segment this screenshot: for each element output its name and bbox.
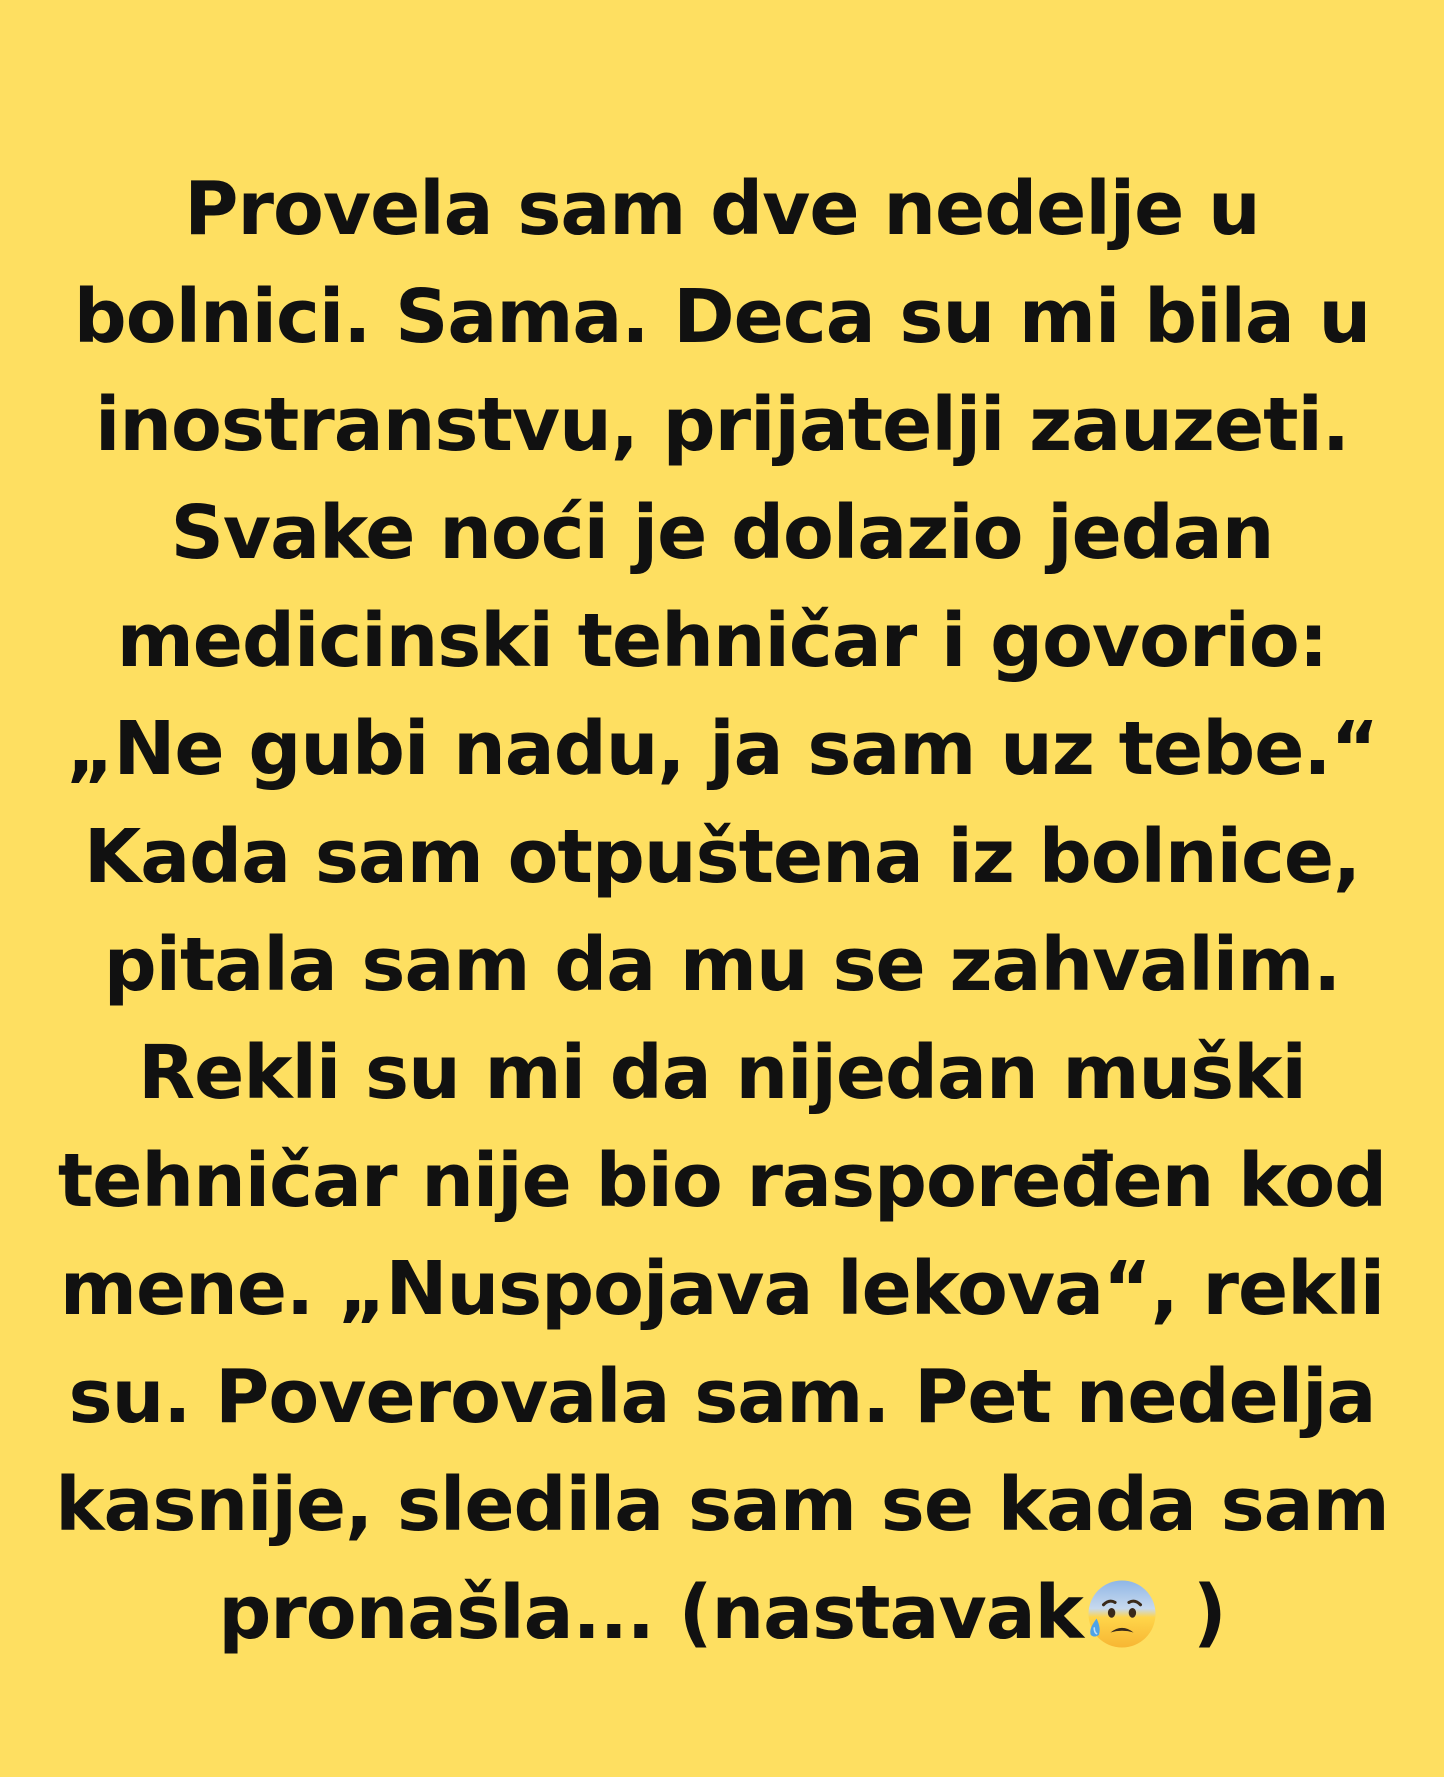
story-line: Rekli su mi da nijedan muški xyxy=(138,1030,1306,1116)
story-line: medicinski tehničar i govorio: xyxy=(116,598,1328,684)
story-line: kasnije, sledila sam se kada sam xyxy=(55,1462,1389,1548)
story-line: „Ne gubi nadu, ja sam uz tebe.“ xyxy=(65,706,1379,792)
story-line: Svake noći je dolazio jedan xyxy=(170,490,1274,576)
story-text xyxy=(0,155,1444,1667)
story-line: su. Poverovala sam. Pet nedelja xyxy=(68,1354,1376,1440)
story-line: tehničar nije bio raspoređen kod xyxy=(57,1138,1387,1224)
story-line: inostranstvu, prijatelji zauzeti. xyxy=(95,382,1349,468)
story-line: pitala sam da mu se zahvalim. xyxy=(103,922,1341,1008)
story-last-line xyxy=(0,1559,1444,1667)
story-line: bolnici. Sama. Deca su mi bila u xyxy=(73,274,1371,360)
anxious-face-with-sweat-icon xyxy=(1085,1577,1159,1651)
story-last-line-text: pronašla... (nastavak xyxy=(218,1570,1083,1656)
story-line: mene. „Nuspojava lekova“, rekli xyxy=(59,1246,1385,1332)
story-last-line-closing: ) xyxy=(1192,1570,1226,1656)
story-line: Kada sam otpuštena iz bolnice, xyxy=(83,814,1361,900)
story-line: Provela sam dve nedelje u xyxy=(184,166,1260,252)
